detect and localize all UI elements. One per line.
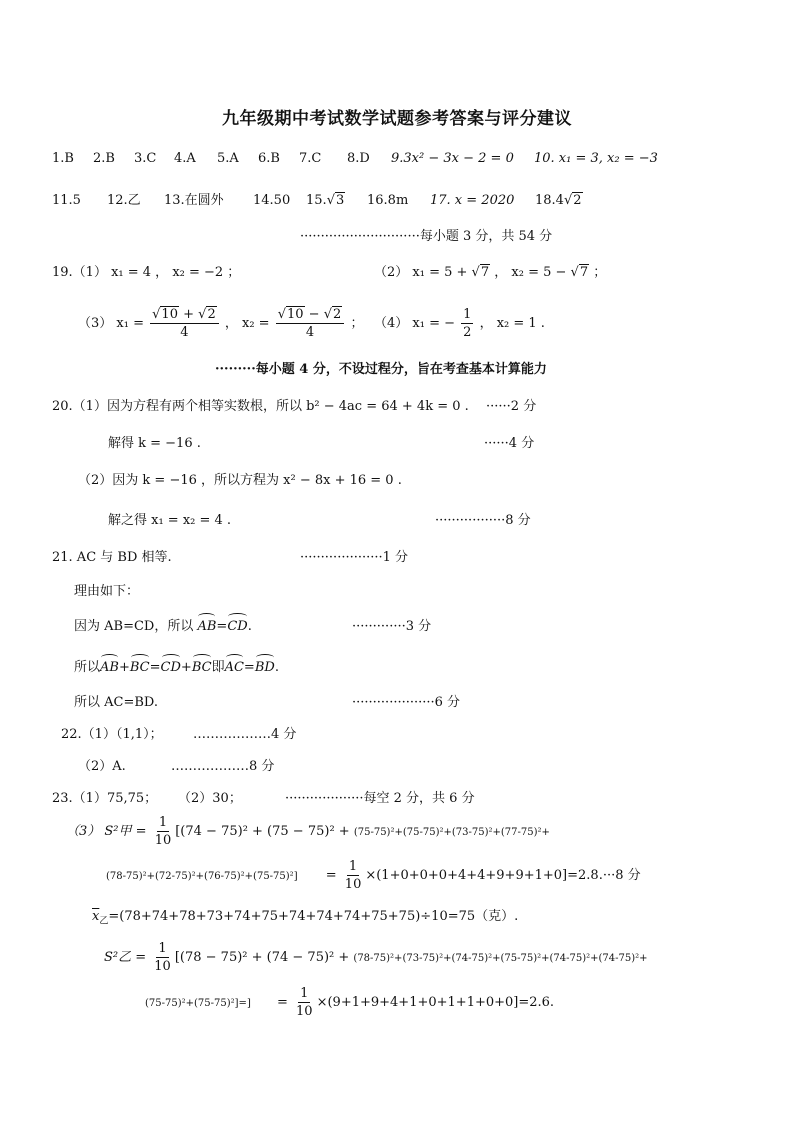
fraction: $\frac{1}{10}$ xyxy=(154,815,172,848)
arc-mark: AB xyxy=(197,619,217,634)
answer-4: 4.A xyxy=(174,151,196,166)
q19-part1: 19.（1） x₁ = 4 ， x₂ = −2 ； xyxy=(52,265,241,280)
q23-score1: ···················每空 2 分，共 6 分 xyxy=(285,791,475,806)
fraction: $\frac{1}{10}$ xyxy=(296,986,313,1019)
q19-part4: （4） x₁ = − $\frac{1}{2}$ ， x₂ = 1 . xyxy=(374,307,545,340)
q23-line3: (78-75)²+(72-75)²+(76-75)²+(75-75)²] = $\frac{1}{10}$ ×(1+0+0+0+4+4+9+9+1+0]=2.8.···8 分 xyxy=(106,859,641,892)
answer-10: 10. x₁ = 3, x₂ = −3 xyxy=(534,151,658,166)
scoring-note-2: ·········每小题 4 分，不设过程分，旨在考查基本计算能力 xyxy=(215,362,547,377)
q23-line6: (75-75)²+(75-75)²]=] = $\frac{1}{10}$ ×(9+1+9+4+1+0+1+1+0+0]=2.6. xyxy=(145,986,555,1019)
answer-8: 8.D xyxy=(347,151,370,166)
q23-line1b: （2）30； xyxy=(178,791,242,806)
q20-line1: 20.（1）因为方程有两个相等实数根，所以 b² − 4ac = 64 + 4k = 0 . xyxy=(52,399,469,414)
q22-score2: ………………8 分 xyxy=(171,759,275,774)
fraction: $\frac{1}{10}$ xyxy=(154,941,171,974)
q20-line4: 解之得 x₁ = x₂ = 4 . xyxy=(108,513,232,528)
q19-part3: （3） x₁ = $\frac{√10 + √2}{4}$ ， x₂ = $\frac{√10 - √2}{4}$ ； xyxy=(78,307,364,340)
fraction: $\frac{√10 - √2}{4}$ xyxy=(276,306,345,341)
answer-15: 15.√3 xyxy=(306,193,345,208)
answer-18: 18.4√2 xyxy=(535,193,582,208)
q20-score2: ······4 分 xyxy=(484,436,535,451)
q21-line2: 理由如下： xyxy=(74,584,140,599)
q23-line5: S²乙 = $\frac{1}{10}$ [(78 − 75)² + (74 − 75)² + (78-75)²+(73-75)²+(74-75)²+(75-75)²+(74-75)²+(74-75)²+ xyxy=(104,941,648,974)
answer-2: 2.B xyxy=(93,151,115,166)
answer-5: 5.A xyxy=(217,151,239,166)
q19-part2: （2） x₁ = 5 + √7 ， x₂ = 5 − √7 ； xyxy=(374,265,607,280)
page-title: 九年级期中考试数学试题参考答案与评分建议 xyxy=(222,109,572,129)
q21-score3: ····················6 分 xyxy=(352,695,461,710)
arc-mark: CD xyxy=(227,619,248,634)
sqrt-sign: √3 xyxy=(326,193,345,208)
q22-score1: ………………4 分 xyxy=(193,727,297,742)
q22-line1: 22.（1）（1,1）； xyxy=(61,727,163,742)
q20-line2: 解得 k = −16 . xyxy=(108,436,201,451)
fraction: $\frac{√10 + √2}{4}$ xyxy=(150,306,219,341)
q21-score2: ·············3 分 xyxy=(352,619,432,634)
answer-3: 3.C xyxy=(134,151,157,166)
q22-line2: （2）A. xyxy=(78,759,126,774)
q21-score1: ····················1 分 xyxy=(300,550,409,565)
q20-line3: （2）因为 k = −16 ，所以方程为 x² − 8x + 16 = 0 . xyxy=(78,473,402,488)
q23-line4: $\overline{x}_乙=(78+74+78+73+74+75+74+74+74+75+75)\div 10=75$（克）. xyxy=(92,909,519,927)
answer-11: 11.5 xyxy=(52,193,81,208)
q21-line3: 因为 AB=CD，所以 AB=CD. xyxy=(74,619,252,634)
fraction: $\frac{1}{10}$ xyxy=(344,859,362,892)
q21-line5: 所以 AC=BD. xyxy=(74,695,159,710)
fraction: $\frac{1}{2}$ xyxy=(463,307,472,340)
answer-12: 12.乙 xyxy=(107,193,141,208)
answer-14: 14.50 xyxy=(253,193,291,208)
q23-line2: （3） S²甲 = $\frac{1}{10}$ [(74 − 75)² + (75 − 75)² + (75-75)²+(75-75)²+(73-75)²+(77-75)²+ xyxy=(66,815,550,848)
sqrt-sign: √2 xyxy=(563,193,582,208)
answer-6: 6.B xyxy=(258,151,280,166)
q23-line1a: 23.（1）75,75； xyxy=(52,791,158,806)
answer-16: 16.8m xyxy=(367,193,409,208)
answer-17: 17. x = 2020 xyxy=(430,193,515,208)
q20-score3: ·················8 分 xyxy=(435,513,531,528)
answer-13: 13.在圆外 xyxy=(164,193,224,208)
q21-line1: 21. AC 与 BD 相等. xyxy=(52,550,172,565)
q21-line4: 所以AB+BC=CD+BC即AC=BD. xyxy=(74,660,279,675)
answer-7: 7.C xyxy=(299,151,322,166)
answer-9: 9.3x² − 3x − 2 = 0 xyxy=(391,151,514,166)
mean-symbol: $\overline{x}$ xyxy=(92,909,100,924)
scoring-note-1: ·····························每小题 3 分，共 54 分 xyxy=(300,229,553,244)
answer-1: 1.B xyxy=(52,151,74,166)
q20-score1: ······2 分 xyxy=(486,399,537,414)
